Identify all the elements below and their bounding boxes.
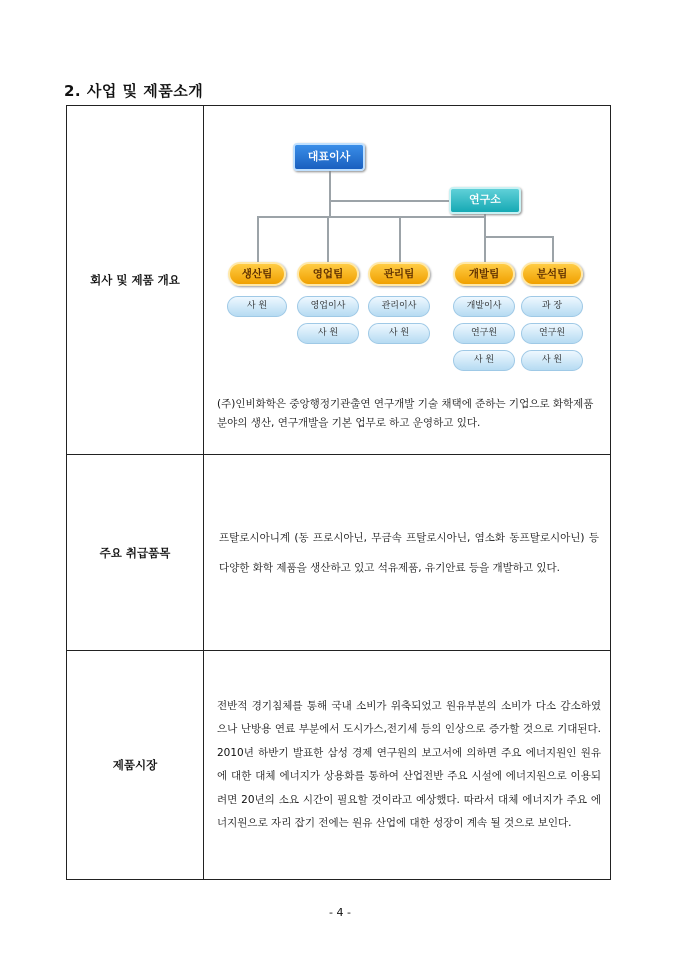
table-row [67, 106, 611, 455]
team-development: 개발팀 [453, 262, 515, 286]
products-text: 프탈로시아니계 (동 프로시아닌, 무금속 프탈로시아닌, 염소화 동프탈로시아닌) 등 다양한 화학 제품을 생산하고 있고 석유제품, 유기안료 등을 개발하고 있다. [219, 531, 599, 574]
team-sales: 영업팀 [297, 262, 359, 286]
staff-box: 사 원 [368, 323, 430, 344]
lab-box: 연구소 [449, 187, 521, 214]
row-label-overview: 회사 및 제품 개요 [67, 106, 204, 455]
table-row [67, 455, 611, 651]
staff-box: 영업이사 [297, 296, 359, 317]
staff-box: 사 원 [227, 296, 287, 317]
staff-box: 사 원 [521, 350, 583, 371]
company-overview-text: (주)인비화학은 중앙행정기관출연 연구개발 기술 채택에 준하는 기업으로 화학제품분야의 생산, 연구개발을 기본 업무로 하고 운영하고 있다. [217, 397, 594, 429]
team-analysis: 분석팀 [521, 262, 583, 286]
products-cell [204, 455, 611, 651]
table-row [67, 651, 611, 880]
team-management: 관리팀 [368, 262, 430, 286]
staff-box: 사 원 [297, 323, 359, 344]
company-info-table [66, 105, 611, 880]
row-label-market: 제품시장 [67, 651, 204, 880]
staff-box: 관리이사 [368, 296, 430, 317]
staff-box: 연구원 [521, 323, 583, 344]
overview-cell [204, 106, 611, 455]
staff-box: 과 장 [521, 296, 583, 317]
staff-box: 연구원 [453, 323, 515, 344]
ceo-box: 대표이사 [293, 143, 365, 171]
org-chart [205, 128, 609, 383]
staff-box: 사 원 [453, 350, 515, 371]
page-number: - 4 - [329, 906, 351, 919]
section-title: 2. 사업 및 제품소개 [64, 82, 204, 100]
market-text: 전반적 경기침체를 통해 국내 소비가 위축되었고 원유부분의 소비가 다소 감소하였으나 난방용 연료 부분에서 도시가스,전기세 등의 인상으로 증가할 것으로 기대된다. 2010년 하반기 발표한 삼성 경제 연구원의 보고서에 의하면 주요 에너지원인 원유에 대한 대체 에너지가 상용화를 통하여 산업전반 주요 시설에 에너지원으로 이용되려면 20년의 소요 시간이 필요할 것이라고 예상했다. 따라서 대체 에너지가 주요 에너지원으로 자리 잡기 전에는 원유 산업에 대한 성장이 계속 될 것으로 보인다. [217, 699, 601, 829]
row-label-products: 주요 취급품목 [67, 455, 204, 651]
team-production: 생산팀 [228, 262, 286, 286]
staff-box: 개발이사 [453, 296, 515, 317]
market-cell [204, 651, 611, 880]
